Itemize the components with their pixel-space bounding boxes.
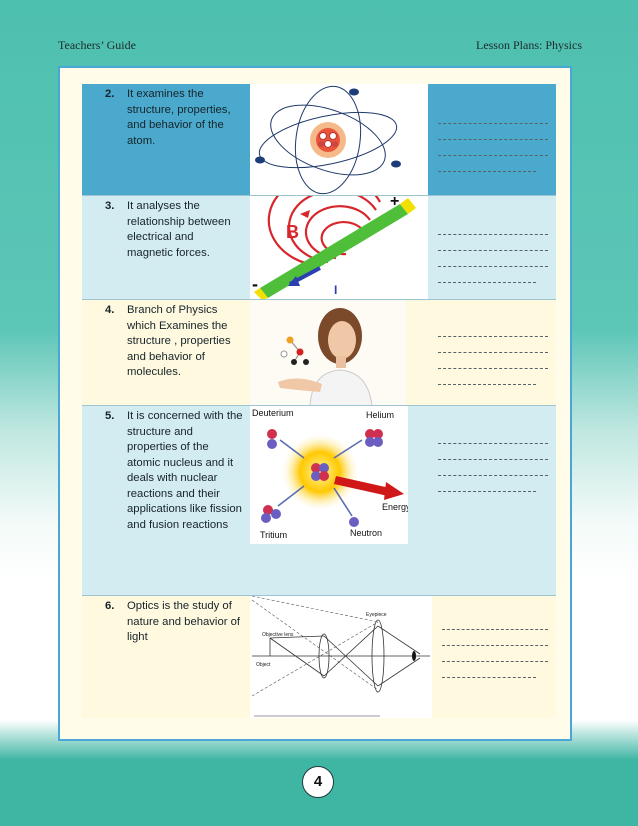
answer-area[interactable]	[428, 300, 556, 405]
atom-orbit-illustration	[250, 84, 428, 195]
b-label: B	[286, 222, 299, 242]
row-description	[82, 406, 250, 595]
plus-label: +	[390, 196, 400, 210]
optics-icon	[250, 596, 432, 718]
answer-area[interactable]	[432, 596, 556, 718]
header-left: Teachers’ Guide	[58, 38, 136, 52]
eyepiece-label: Eyepiece	[366, 612, 387, 618]
header-right: Lesson Plans: Physics	[475, 38, 582, 52]
magnetic-field-around-wire	[250, 196, 428, 299]
table-row	[82, 406, 556, 596]
row-number: 3.	[105, 200, 115, 212]
tritium-label: Tritium	[260, 530, 288, 540]
row-description	[82, 300, 250, 405]
row-number: 6.	[105, 600, 115, 612]
table-row	[82, 84, 556, 196]
row-text: It examines the structure, properties, and behavior of the atom.	[127, 88, 231, 147]
scientist-icon	[250, 300, 406, 405]
answer-area[interactable]	[428, 406, 556, 595]
row-text: It analyses the relationship between electrical and magnetic forces.	[127, 200, 231, 259]
atom-icon	[250, 84, 404, 195]
helium-label: Helium	[366, 410, 395, 420]
table-row	[82, 196, 556, 300]
row-text: Branch of Physics which Examines the structure , properties and behavior of molecules.	[127, 304, 231, 378]
row-description	[82, 596, 250, 718]
magnet-wire-icon	[250, 196, 428, 299]
scientist-with-molecule	[250, 300, 428, 405]
row-description	[82, 196, 250, 299]
row-description	[82, 84, 250, 195]
telescope-ray-diagram	[250, 596, 432, 718]
minus-label: -	[252, 274, 258, 294]
table-row	[82, 300, 556, 406]
deuterium-label: Deuterium	[252, 408, 294, 418]
nuclear-fusion-diagram	[250, 406, 428, 595]
row-text: Optics is the study of nature and behavior of light	[127, 600, 241, 643]
neutron-label: Neutron	[350, 528, 383, 538]
energy-label: Energy	[382, 502, 408, 512]
row-number: 2.	[105, 88, 115, 100]
table-row	[82, 596, 556, 718]
row-number: 5.	[105, 410, 115, 422]
row-number: 4.	[105, 304, 115, 316]
row-text: It is concerned with the structure and properties of the atomic nucleus and it deals with nuclear reactions and their applications like fission and fusion reactions	[127, 410, 243, 531]
page-number: 4	[302, 766, 334, 798]
object-label: Object	[256, 662, 271, 668]
answer-area[interactable]	[428, 196, 556, 299]
question-table	[82, 84, 556, 718]
answer-area[interactable]	[428, 84, 556, 195]
fusion-icon	[250, 406, 408, 544]
i-label: I	[334, 283, 338, 297]
objective-lens-label: Objective lens	[262, 632, 294, 638]
